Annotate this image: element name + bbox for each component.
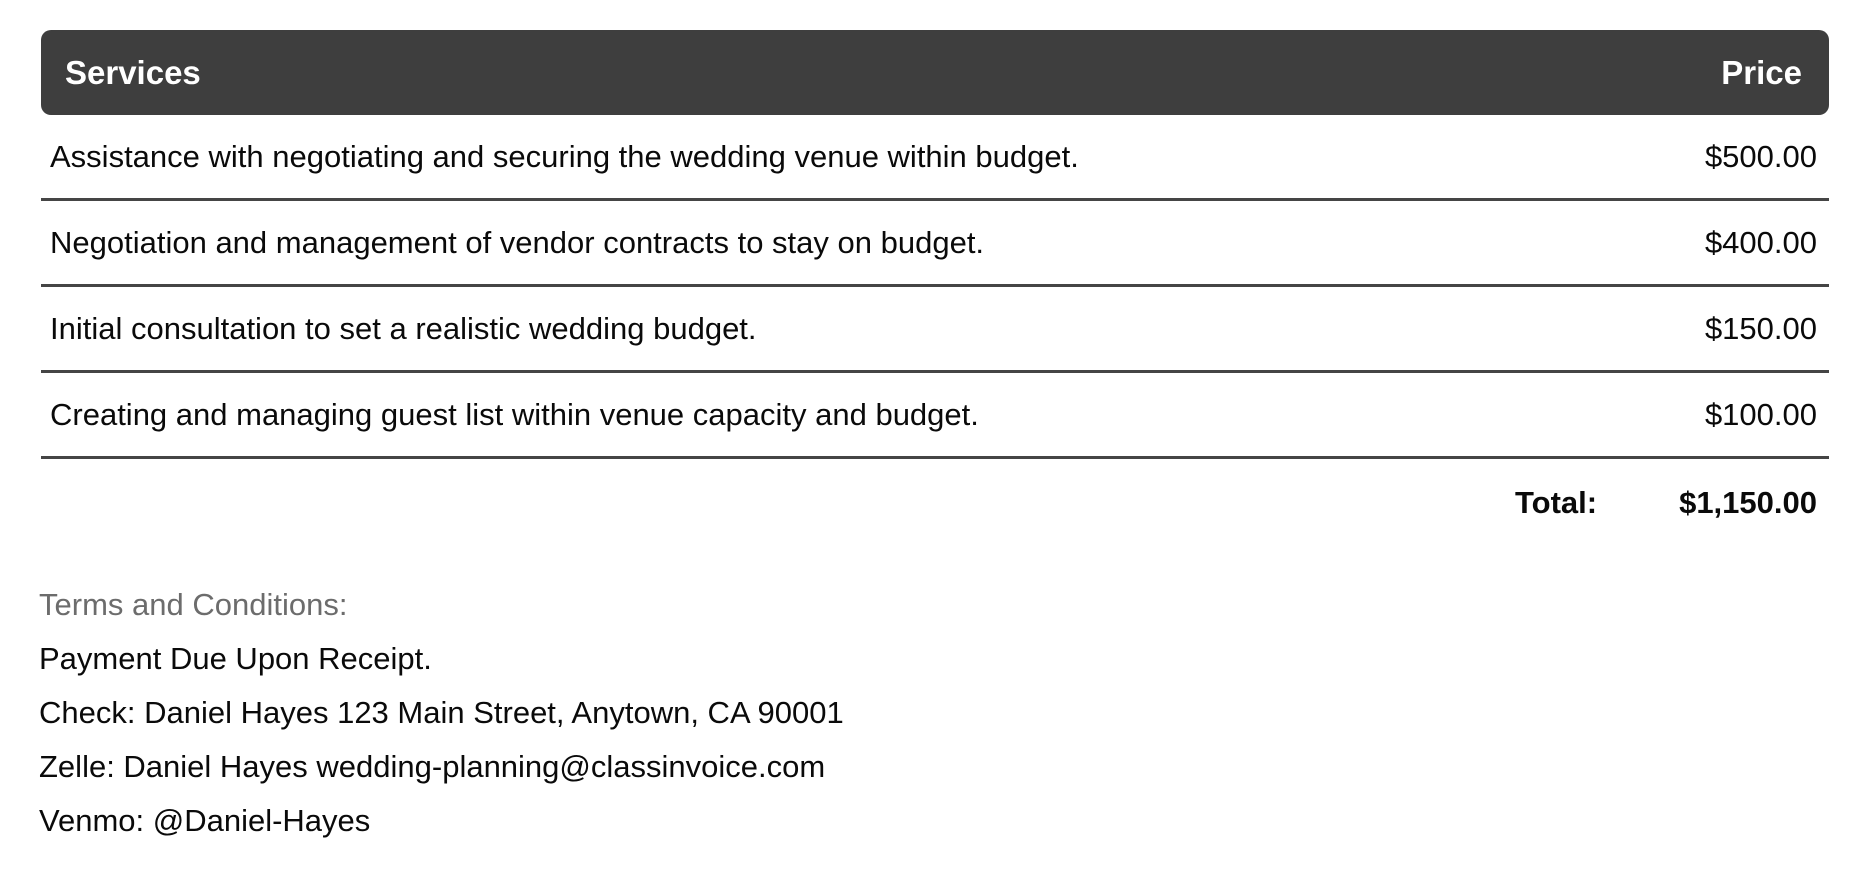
service-price: $100.00: [1704, 396, 1817, 432]
column-header-price: Price: [1721, 53, 1802, 91]
service-price: $400.00: [1704, 224, 1817, 260]
total-label: Total:: [1515, 485, 1598, 520]
terms-line-zelle: Zelle: Daniel Hayes wedding-planning@classinvoice.com: [39, 749, 826, 784]
table-row: [41, 115, 1829, 201]
terms-heading: Terms and Conditions:: [39, 587, 348, 622]
total-value: $1,150.00: [1679, 485, 1817, 520]
table-header: [41, 30, 1829, 115]
invoice-document: [41, 30, 1829, 848]
service-description: Assistance with negotiating and securing the wedding venue within budget.: [50, 138, 1079, 174]
services-table: [41, 30, 1829, 547]
terms-line-check: Check: Daniel Hayes 123 Main Street, Anytown, CA 90001: [39, 695, 844, 730]
service-price: $150.00: [1704, 310, 1817, 346]
service-price: $500.00: [1704, 138, 1817, 174]
terms-section: [39, 578, 1829, 848]
table-row: [41, 201, 1829, 287]
table-row: [41, 373, 1829, 459]
table-row: [41, 287, 1829, 373]
total-row: [41, 459, 1829, 547]
column-header-services: Services: [65, 53, 201, 91]
service-description: Initial consultation to set a realistic wedding budget.: [50, 310, 757, 346]
terms-line-payment-due: Payment Due Upon Receipt.: [39, 641, 432, 676]
service-description: Creating and managing guest list within venue capacity and budget.: [50, 396, 979, 432]
terms-line-venmo: Venmo: @Daniel-Hayes: [39, 803, 371, 838]
service-description: Negotiation and management of vendor contracts to stay on budget.: [50, 224, 985, 260]
